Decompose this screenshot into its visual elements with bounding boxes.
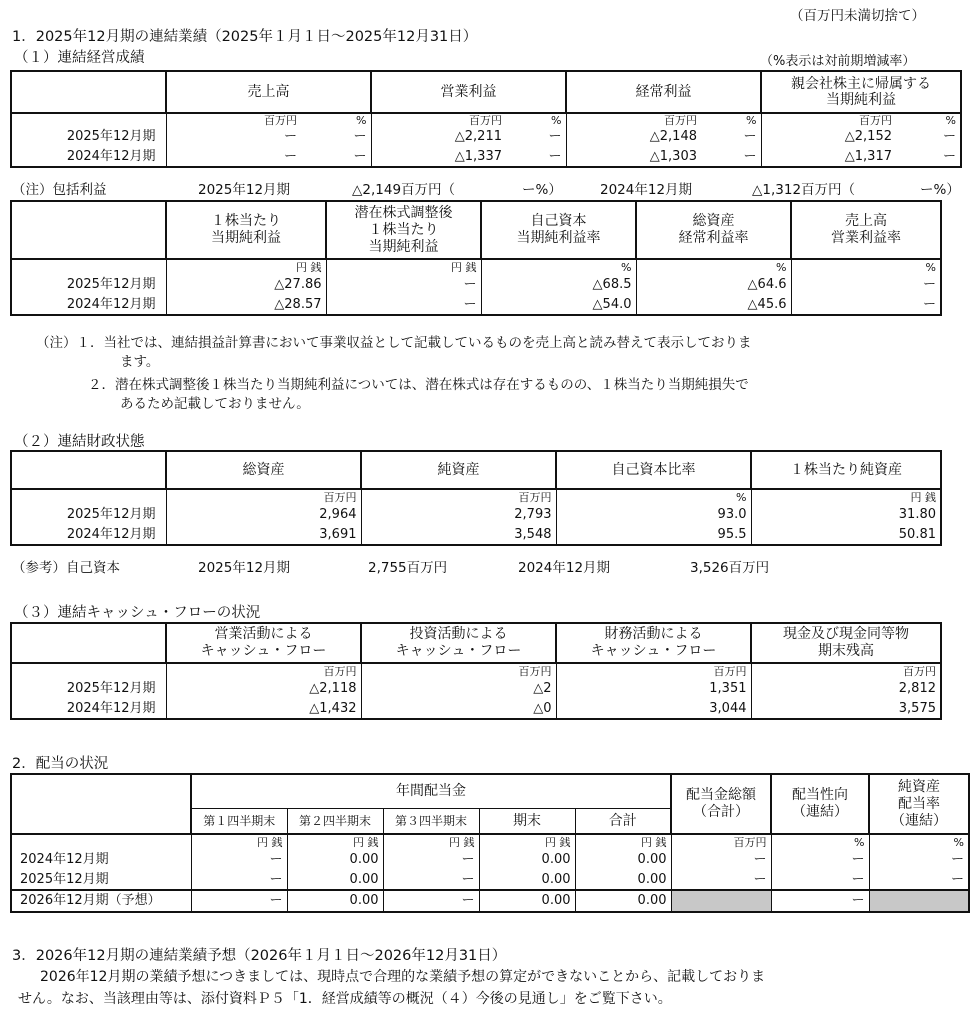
unit-cell: 円 銭 [326, 259, 481, 275]
unit-cell: 円 銭 [191, 834, 287, 850]
value-cell: △2,118 [166, 679, 361, 699]
value-cell: 2,812 [751, 679, 941, 699]
header-equity-ratio: 自己資本比率 [556, 451, 751, 489]
header-year-end: 期末 [479, 808, 575, 834]
header-diluted-line1: 潜在株式調整後 [354, 204, 453, 221]
ci-period-2: 2024年12月期 [600, 182, 693, 198]
equity-ref-label: （参考）自己資本 [12, 560, 120, 576]
row-label: 2024年12月期 [11, 147, 166, 167]
ci-period-1: 2025年12月期 [198, 182, 291, 198]
unit-cell: 百万円 [556, 663, 751, 679]
value-cell: ー [301, 127, 371, 147]
value-cell: ー [896, 127, 961, 147]
header-cash-balance-line1: 現金及び現金同等物 [783, 626, 909, 642]
value-cell: ー [283, 129, 297, 144]
section2-title: 2．配当の状況 [12, 756, 109, 772]
unit-cell: 百万円 [859, 114, 892, 127]
header-blank [11, 451, 166, 489]
header-cash-balance-line2: 期末残高 [818, 643, 874, 659]
value-cell: ー [383, 850, 479, 870]
unit-note: （百万円未満切捨て） [790, 8, 925, 24]
row-label: 2025年12月期 [11, 870, 191, 890]
row-label: 2025年12月期 [11, 275, 166, 295]
table-row [11, 679, 941, 699]
forecast-body-line2: せん。なお、当該理由等は、添付資料Ｐ５「1．経営成績等の概況（４）今後の見通し」をご覧下さい。 [18, 991, 672, 1007]
header-operating-cf [166, 623, 361, 663]
note-2-cont: あるため記載しておりません。 [120, 396, 310, 412]
value-cell: ー [383, 870, 479, 890]
header-dividend-total-line1: 配当金総額 [686, 787, 756, 803]
value-cell: △2,152 [844, 129, 892, 144]
header-operating-cf-line1: 営業活動による [214, 626, 313, 642]
header-total-assets: 総資産 [166, 451, 361, 489]
forecast-body-line1: 2026年12月期の業績予想につきましては、現時点で合理的な業績予想の算定ができないことから、記載しておりま [40, 969, 766, 985]
header-margin-line2: 営業利益率 [831, 230, 901, 246]
unit-cell: 円 銭 [751, 489, 941, 505]
header-doe-line2: 配当率 [898, 795, 940, 812]
header-q1: 第１四半期末 [191, 808, 287, 834]
value-cell: △2 [361, 679, 556, 699]
header-annual-dividend: 年間配当金 [191, 774, 671, 808]
header-net-income-line2: 当期純利益 [826, 92, 896, 108]
sub1-title: （１）連結経営成績 [14, 50, 145, 66]
value-cell: ー [191, 850, 287, 870]
value-cell: 95.5 [556, 525, 751, 545]
value-cell: 0.00 [479, 850, 575, 870]
header-doe-line1: 純資産 [898, 778, 940, 795]
unit-cell: % [869, 834, 969, 850]
row-label: 2025年12月期 [11, 127, 166, 147]
comprehensive-income-label: （注）包括利益 [12, 182, 107, 198]
value-cell: 0.00 [479, 870, 575, 890]
value-cell: 50.81 [751, 525, 941, 545]
value-cell: 3,691 [166, 525, 361, 545]
unit-cell: 百万円 [469, 114, 502, 127]
value-cell: ー [791, 275, 941, 295]
unit-cell: % [896, 113, 961, 127]
header-eps [166, 201, 326, 259]
unit-cell: 百万円 [361, 663, 556, 679]
header-bps: １株当たり純資産 [751, 451, 941, 489]
header-blank [11, 201, 166, 259]
row-label: 2024年12月期 [11, 850, 191, 870]
table-row [11, 505, 941, 525]
header-q3: 第３四半期末 [383, 808, 479, 834]
section1-title: 1．2025年12月期の連結業績（2025年１月１日～2025年12月31日） [12, 29, 478, 45]
unit-cell: 円 銭 [383, 834, 479, 850]
equity-ref-value-1: 2,755百万円 [368, 560, 448, 576]
value-cell: ー [506, 147, 566, 167]
value-cell: △1,337 [371, 147, 506, 167]
equity-ref-period-2: 2024年12月期 [518, 560, 611, 576]
value-cell: ー [671, 870, 771, 890]
row-label: 2025年12月期 [11, 505, 166, 525]
value-cell: 0.00 [575, 870, 671, 890]
cash-flow-table [10, 622, 942, 720]
header-roe-line1: 自己資本 [530, 213, 587, 229]
header-operating-income: 営業利益 [371, 71, 566, 113]
table-row [11, 850, 969, 870]
value-cell: ー [326, 275, 481, 295]
header-margin [791, 201, 941, 259]
value-cell: △1,317 [761, 147, 896, 167]
header-dividend-total-line2: （合計） [693, 804, 749, 820]
value-cell: 0.00 [575, 890, 671, 912]
header-eps-line2: 当期純利益 [211, 230, 281, 246]
header-diluted-line3: 当期純利益 [368, 238, 439, 255]
operating-results-table [10, 70, 962, 168]
value-cell: 0.00 [479, 890, 575, 912]
note-1-cont: ます。 [120, 354, 160, 370]
value-cell: ー [701, 147, 761, 167]
value-cell: ー [166, 147, 301, 167]
unit-cell: 円 銭 [287, 834, 383, 850]
header-ordinary-income: 経常利益 [566, 71, 761, 113]
row-label: 2024年12月期 [11, 295, 166, 315]
header-diluted-line2: １株当たり [368, 221, 439, 238]
ci-value-1: △2,149百万円（ [352, 182, 456, 198]
unit-cell: % [791, 259, 941, 275]
ci-value-2: △1,312百万円（ [752, 182, 856, 198]
row-label: 2024年12月期 [11, 699, 166, 719]
header-cash-balance [751, 623, 941, 663]
header-margin-line1: 売上高 [845, 213, 887, 229]
value-cell: △54.0 [481, 295, 636, 315]
value-cell: ー [383, 890, 479, 912]
header-roa [636, 201, 791, 259]
unit-cell: % [301, 113, 371, 127]
unit-cell: 百万円 [264, 114, 297, 127]
header-roa-line2: 経常利益率 [678, 230, 749, 246]
header-net-assets: 純資産 [361, 451, 556, 489]
value-cell: ー [506, 127, 566, 147]
per-share-table [10, 200, 942, 316]
row-label: 2024年12月期 [11, 525, 166, 545]
unit-cell: 百万円 [166, 489, 361, 505]
header-q2: 第２四半期末 [287, 808, 383, 834]
value-cell: ー [896, 147, 961, 167]
header-financing-cf-line2: キャッシュ・フロー [590, 643, 717, 659]
table-row [11, 890, 969, 912]
row-label: 2026年12月期（予想） [11, 890, 191, 912]
pct-note: （%表示は対前期増減率） [760, 54, 916, 69]
header-dividend-total [671, 774, 771, 834]
unit-cell: 百万円 [751, 663, 941, 679]
header-net-income [761, 71, 961, 113]
unit-cell: % [481, 259, 636, 275]
note-1: （注）１．当社では、連結損益計算書において事業収益として記載しているものを売上高と読み替えて表示しておりま [36, 335, 752, 351]
table-row [11, 147, 961, 167]
equity-ref-period-1: 2025年12月期 [198, 560, 291, 576]
ci-pct-1: ー%） [522, 182, 562, 198]
value-cell: ー [301, 147, 371, 167]
unit-cell: % [556, 489, 751, 505]
header-operating-cf-line2: キャッシュ・フロー [200, 643, 327, 659]
dividends-table [10, 773, 970, 913]
unit-cell: % [701, 113, 761, 127]
table-row [11, 525, 941, 545]
value-cell: 3,044 [556, 699, 751, 719]
header-total: 合計 [575, 808, 671, 834]
header-investing-cf-line1: 投資活動による [409, 626, 508, 642]
unit-cell: % [771, 834, 869, 850]
header-financing-cf-line1: 財務活動による [604, 626, 703, 642]
note-2: ２．潜在株式調整後１株当たり当期純利益については、潜在株式は存在するものの、１株当たり当期純損失で [88, 377, 749, 393]
value-cell: △27.86 [166, 275, 326, 295]
value-cell: 0.00 [287, 890, 383, 912]
unit-cell: 円 銭 [575, 834, 671, 850]
row-label: 2025年12月期 [11, 679, 166, 699]
value-cell-shaded [671, 890, 771, 912]
table-row [11, 295, 941, 315]
financial-position-table [10, 450, 942, 546]
table-row [11, 127, 961, 147]
header-investing-cf [361, 623, 556, 663]
value-cell: ー [771, 890, 869, 912]
header-payout-ratio-line1: 配当性向 [792, 787, 848, 803]
value-cell: 0.00 [287, 870, 383, 890]
header-roa-line1: 総資産 [692, 213, 735, 229]
unit-cell: % [506, 113, 566, 127]
header-payout-ratio-line2: （連結） [792, 804, 848, 820]
unit-cell: % [636, 259, 791, 275]
header-investing-cf-line2: キャッシュ・フロー [395, 643, 522, 659]
header-diluted-eps [326, 201, 481, 259]
value-cell: △28.57 [166, 295, 326, 315]
value-cell: △2,211 [454, 129, 502, 144]
header-payout-ratio [771, 774, 869, 834]
sub2-title: （２）連結財政状態 [14, 434, 145, 450]
header-financing-cf [556, 623, 751, 663]
table-row [11, 275, 941, 295]
value-cell: 31.80 [751, 505, 941, 525]
value-cell: ー [771, 870, 869, 890]
unit-cell: 百万円 [671, 834, 771, 850]
value-cell: ー [869, 870, 969, 890]
header-blank [11, 623, 166, 663]
section3-title: 3．2026年12月期の連結業績予想（2026年１月１日～2026年12月31日） [12, 948, 507, 964]
value-cell: △45.6 [636, 295, 791, 315]
value-cell: △68.5 [481, 275, 636, 295]
value-cell: △1,303 [566, 147, 701, 167]
value-cell: ー [191, 870, 287, 890]
value-cell: ー [869, 850, 969, 870]
value-cell: △64.6 [636, 275, 791, 295]
table-row [11, 870, 969, 890]
value-cell: ー [671, 850, 771, 870]
equity-ref-value-2: 3,526百万円 [690, 560, 770, 576]
ci-pct-2: ー%） [920, 182, 960, 198]
header-doe [869, 774, 969, 834]
value-cell: ー [326, 295, 481, 315]
value-cell: ー [791, 295, 941, 315]
table-row [11, 699, 941, 719]
header-doe-line3: （連結） [891, 812, 947, 829]
value-cell: 93.0 [556, 505, 751, 525]
value-cell: △1,432 [166, 699, 361, 719]
value-cell-shaded [869, 890, 969, 912]
value-cell: △2,148 [649, 129, 697, 144]
header-blank [11, 71, 166, 113]
value-cell: 0.00 [575, 850, 671, 870]
header-eps-line1: １株当たり [211, 213, 281, 229]
value-cell: 1,351 [556, 679, 751, 699]
value-cell: 3,575 [751, 699, 941, 719]
value-cell: ー [771, 850, 869, 870]
value-cell: ー [191, 890, 287, 912]
header-sales: 売上高 [166, 71, 371, 113]
value-cell: 2,793 [361, 505, 556, 525]
value-cell: 0.00 [287, 850, 383, 870]
value-cell: 2,964 [166, 505, 361, 525]
sub3-title: （３）連結キャッシュ・フローの状況 [14, 605, 261, 621]
unit-cell: 円 銭 [166, 259, 326, 275]
header-roe [481, 201, 636, 259]
header-roe-line2: 当期純利益率 [516, 230, 601, 246]
unit-cell: 百万円 [664, 114, 697, 127]
unit-cell: 百万円 [166, 663, 361, 679]
value-cell: ー [701, 127, 761, 147]
unit-cell: 百万円 [361, 489, 556, 505]
unit-cell: 円 銭 [479, 834, 575, 850]
header-net-income-line1: 親会社株主に帰属する [791, 76, 931, 92]
value-cell: 3,548 [361, 525, 556, 545]
value-cell: △0 [361, 699, 556, 719]
